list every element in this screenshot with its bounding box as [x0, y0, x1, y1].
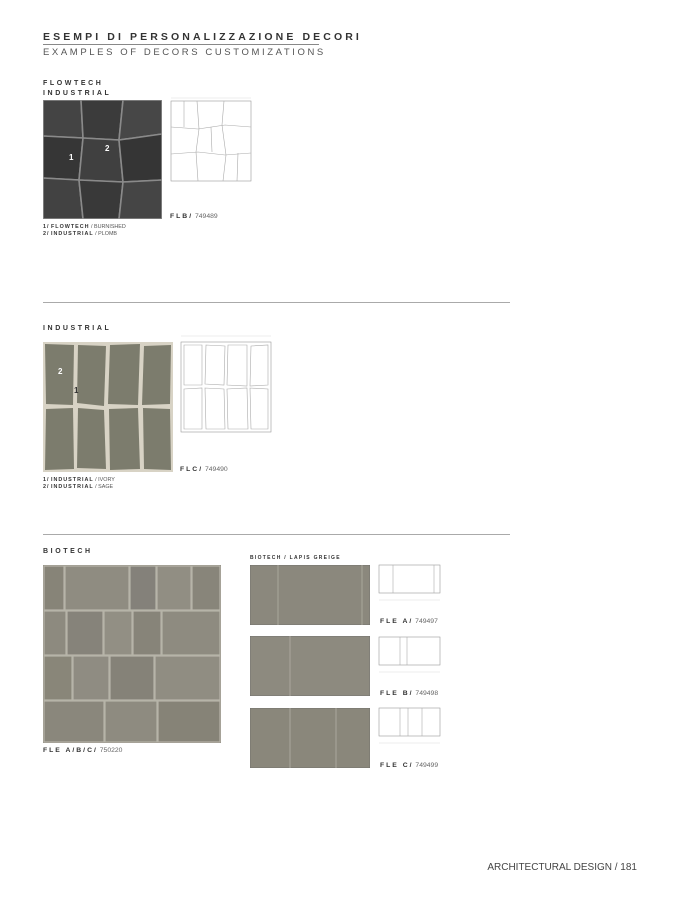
biotech-section-title: BIOTECH: [43, 548, 93, 555]
biotech-variant-c-image: [250, 708, 370, 768]
industrial-section-title: INDUSTRIAL: [43, 325, 112, 332]
biotech-variant-a-image: [250, 565, 370, 625]
biotech-variant-c-code: FLE C/ 749499: [380, 762, 439, 769]
biotech-main-code: [43, 747, 122, 754]
flowtech-code-prefix: FLB/: [170, 213, 194, 220]
biotech-variant-b-code: FLE B/ 749498: [380, 690, 439, 697]
industrial-marker-1: 1: [74, 386, 79, 395]
industrial-layout-drawing: [180, 334, 272, 434]
biotech-tile-image: [43, 565, 221, 743]
flowtech-code-number: 749489: [195, 213, 218, 220]
biotech-subtitle: BIOTECH / LAPIS GREIGE: [250, 555, 341, 561]
page-title-it: ESEMPI DI PERSONALIZZAZIONE DECORI: [43, 31, 362, 43]
flowtech-legend: [43, 224, 126, 238]
flowtech-title-line1: FLOWTECH: [43, 80, 104, 87]
page-title-en: EXAMPLES OF DECORS CUSTOMIZATIONS: [43, 47, 326, 58]
flowtech-title-line2: INDUSTRIAL: [43, 90, 112, 97]
industrial-code: [180, 466, 228, 473]
biotech-variant-c-drawing: [378, 707, 441, 749]
biotech-main-code-number: 750220: [99, 747, 123, 754]
flowtech-code: [170, 213, 218, 220]
industrial-legend: [43, 477, 115, 491]
biotech-variant-a-drawing: [378, 564, 441, 606]
biotech-variant-b-image: [250, 636, 370, 696]
page-footer: ARCHITECTURAL DESIGN / 181: [487, 862, 637, 873]
flowtech-tile-image: [43, 100, 162, 219]
industrial-tile-image: [43, 342, 173, 472]
biotech-main-code-prefix: FLE A/B/C/: [43, 747, 98, 754]
flowtech-layout-drawing: [170, 96, 252, 182]
biotech-variant-b-drawing: [378, 636, 441, 678]
flowtech-marker-1: 1: [69, 153, 74, 162]
section-divider: [43, 534, 510, 535]
section-divider: [43, 302, 510, 303]
flowtech-section-title: [43, 79, 111, 99]
flowtech-legend-item: 1/ FLOWTECH / BURNISHED: [43, 224, 126, 230]
industrial-legend-item: 2/ INDUSTRIAL / SAGE: [43, 484, 114, 490]
title-underline: [43, 44, 319, 45]
industrial-marker-2: 2: [58, 367, 63, 376]
industrial-code-prefix: FLC/: [180, 466, 204, 473]
biotech-variant-a-code: FLE A/ 749497: [380, 618, 438, 625]
industrial-legend-item: 1/ INDUSTRIAL / IVORY: [43, 477, 115, 483]
flowtech-legend-item: 2/ INDUSTRIAL / PLOMB: [43, 231, 118, 237]
industrial-code-number: 749490: [205, 466, 228, 473]
flowtech-marker-2: 2: [105, 144, 110, 153]
